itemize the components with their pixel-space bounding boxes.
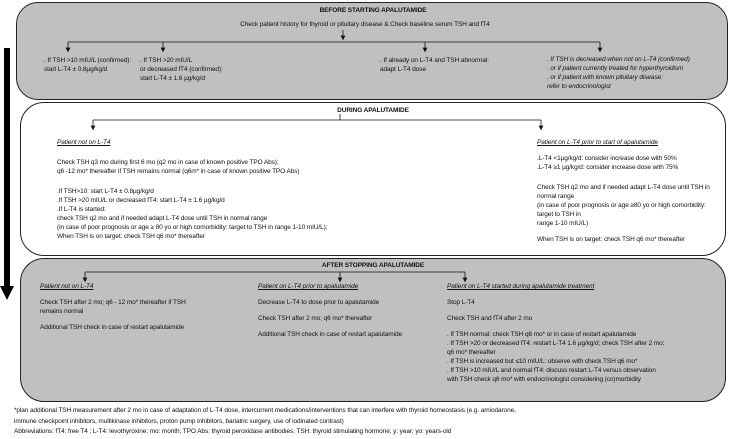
after-col2 xyxy=(258,282,442,339)
after-col1-line: remains normal xyxy=(40,308,84,315)
before-col1 xyxy=(44,56,136,74)
during-left-line: (in case of poor prognosis or age ≥ 80 yo or high comorbidity: target to TSH in range 1-10 mIU/L); xyxy=(57,224,328,231)
during-right-heading: Patient on L-T4 prior to start of apalutamide xyxy=(537,139,658,146)
during-right-line: .L-T4 ≥1 µg/kg/d: consider increase dose with 75% xyxy=(537,164,679,171)
before-col3 xyxy=(380,56,540,74)
before-col3-line: . If already on L-T4 and TSH abnormal: xyxy=(380,57,489,64)
before-col4-line: . If TSH is decreased when not on L-T4 (confirmed) xyxy=(547,56,690,63)
after-col1 xyxy=(40,282,250,332)
during-left-heading: Patient not on L-T4 xyxy=(57,139,111,146)
after-col3-line: . If TSH >10 mIU/L and normal fT4: discuss restart L-T4 versus observation xyxy=(447,367,656,374)
footnotes xyxy=(14,406,724,438)
before-col2-line: or decreased fT4 (confirmed): xyxy=(140,66,223,73)
footnote: immune checkpoint inhibitors, multikinase inhibitors, proton pump inhibitors, bariatric surgery, use of iodinated contrast) xyxy=(14,417,344,425)
before-col2 xyxy=(140,56,340,83)
during-right-line: .L-T4 <1µg/kg/d: consider increase dose with 50% xyxy=(537,155,677,162)
timeline-arrow-icon xyxy=(0,48,14,300)
during-title: DURING APALUTAMIDE xyxy=(337,107,409,114)
during-right-line: (in case of poor prognosis or age ≥80 yo or high comorbidity: target to TSH in xyxy=(537,202,706,218)
before-col4 xyxy=(547,55,723,91)
after-col1-line: Check TSH after 2 mo; q6 - 12 mo* thereafter if TSH xyxy=(40,299,186,306)
after-col2-heading: Patient on L-T4 prior to apalutamide xyxy=(258,283,359,290)
after-col3-line: . If TSH is increased but ≤10 mIU/L: observe with check TSH q6 mo* xyxy=(447,358,638,365)
before-col2-line: start L-T4 ± 1.6 µg/kg/d xyxy=(140,75,205,82)
during-left-line: .If TSH>10: start L-T4 ± 0.8µg/kg/d xyxy=(57,188,154,195)
abbreviations: Abbreviations: fT4: free T4 ; L-T4: levothyroxine; mo: month; TPO Abs: thyroid peroxidase antibodies; TSH: thyroid stimulating hormone; y: year; yo: years-old xyxy=(14,428,452,435)
before-col2-line: . If TSH >20 mIU/L xyxy=(140,57,193,64)
before-title: BEFORE STARTING APALUTAMIDE xyxy=(319,7,427,14)
footnote: *plan additional TSH measurement after 2 mo in case of adaptation of L-T4 dose, intercurrent medications/interventions that can interfere with thyroid homeostasis (e.g. amiodarone, xyxy=(14,407,516,414)
during-right-line: range 1-10 mIU/L) xyxy=(537,220,589,227)
after-col2-line: Additional TSH check in case of restart apalutamide xyxy=(258,331,402,338)
after-col3-heading: Patient on L-T4 started during apalutamide treatment xyxy=(447,283,595,290)
after-col3-line: q6 mo* thereafter xyxy=(447,349,496,356)
after-col2-line: Decrease L-T4 to dose prior to apalutamide xyxy=(258,299,380,306)
before-col3-line: adapt L-T4 dose xyxy=(380,66,426,73)
after-col3 xyxy=(447,282,721,384)
after-col3-line: . If TSH normal: check TSH q6 mo* or in case of restart apalutamide xyxy=(447,331,637,338)
after-col3-line: Stop L-T4 xyxy=(447,299,475,306)
during-left-line: q6 -12 mo* thereafter if TSH remains normal (q6m* in case of known positive TPO Abs) xyxy=(57,168,300,175)
after-title: AFTER STOPPING APALUTAMIDE xyxy=(321,262,425,269)
during-left-line: Check TSH q3 mo during first 6 mo (q2 mo in case of known positive TPO Abs); xyxy=(57,159,279,166)
during-left-column xyxy=(57,138,522,241)
before-col1-line: start L-T4 ± 0.8µg/kg/d xyxy=(44,66,108,73)
after-col3-line: with TSH check q6 mo* with endocrinologist considering (co)morbidity xyxy=(447,376,641,383)
after-col1-heading: Patient not on L-T4 xyxy=(40,283,94,290)
during-right-column xyxy=(537,138,723,244)
during-left-line: When TSH is on target: check TSH q6 mo* thereafter xyxy=(57,233,205,240)
during-left-line: .If L-T4 is started: xyxy=(57,206,106,213)
before-col4-line: refer to endocrinologist xyxy=(547,83,611,90)
during-left-line: check TSH q2 mo and if needed adapt L-T4 dose until TSH in normal range xyxy=(57,215,268,222)
after-col1-line: Additional TSH check in case of restart apalutamide xyxy=(40,324,184,331)
after-col3-line: Check TSH and fT4 after 2 mo xyxy=(447,315,533,322)
before-col4-line: . or if patient with known pituitary disease: xyxy=(547,74,663,81)
before-intro: Check patient history for thyroid or pituitary disease & Check baseline serum TSH and fT4 xyxy=(240,21,490,28)
before-col4-line: . or if patient currently treated for hyperthyroidism xyxy=(547,65,684,72)
during-right-line: When TSH is on target: check TSH q6 mo* thereafter xyxy=(537,236,685,243)
before-col1-line: . If TSH >10 mIU/L (confirmed): xyxy=(44,57,132,64)
after-col2-line: Check TSH after 2 mo; q6 mo* thereafter xyxy=(258,315,373,322)
during-left-line: .If TSH >20 mIU/L or decreased fT4: start L-T4 ± 1.6 µg/kg/d xyxy=(57,197,225,204)
after-col3-line: . If TSH >20 or decreased fT4: restart L-T4 1.6 µg/kg/d; check TSH after 2 mo; xyxy=(447,340,665,347)
during-right-line: Check TSH q2 mo and if needed adapt L-T4 dose until TSH in normal range xyxy=(537,184,710,200)
